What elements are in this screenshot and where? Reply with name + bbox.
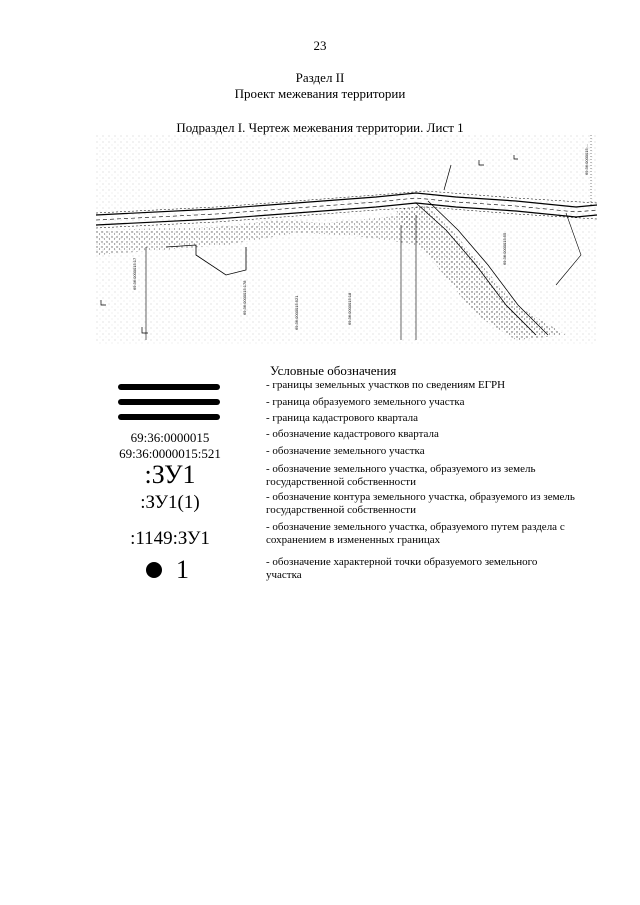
point-dot-icon bbox=[146, 562, 162, 578]
egrn-boundary-symbol bbox=[118, 384, 220, 390]
legend-desc: - обозначение характерной точки образуемого земельного участка bbox=[266, 556, 538, 581]
point-number: 1 bbox=[176, 555, 189, 584]
quarter-designation-symbol: 69:36:0000015 bbox=[130, 430, 210, 445]
parcel-designation-symbol: 69:36:0000015:521 bbox=[119, 446, 221, 461]
section-heading bbox=[0, 70, 640, 102]
legend-desc: - обозначение контура земельного участка, образуемого из земель государственной собственности bbox=[266, 491, 575, 516]
legend-desc: - обозначение земельного участка, образуемого путем раздела с сохранением в измененных границах bbox=[266, 521, 565, 546]
map-label: 69:36:0000015:178 bbox=[242, 280, 247, 315]
map-label: 69:36:0000015:17 bbox=[132, 257, 137, 290]
legend-desc: - граница образуемого земельного участка bbox=[266, 396, 465, 408]
map-label: 69:36:0000015:55 bbox=[502, 232, 507, 265]
section-subtitle: Проект межевания территории bbox=[234, 86, 406, 101]
map-label: 69:36:0000015:18 bbox=[347, 292, 352, 325]
subsection-title: Подраздел I. Чертеж межевания территории. Лист 1 bbox=[176, 120, 464, 135]
legend-desc: - обозначение земельного участка bbox=[266, 445, 425, 457]
split-parcel-symbol: :1149:ЗУ1 bbox=[130, 528, 210, 549]
page-number: 23 bbox=[313, 38, 327, 53]
cadastral-quarter-boundary-symbol bbox=[118, 414, 220, 420]
legend-desc: - обозначение кадастрового квартала bbox=[266, 428, 439, 440]
legend-title: Условные обозначения bbox=[270, 363, 397, 378]
cadastral-map bbox=[96, 135, 597, 345]
new-parcel-boundary-symbol bbox=[118, 399, 220, 405]
legend-desc: - границы земельных участков по сведениям ЕГРН bbox=[266, 379, 506, 391]
section-title: Раздел II bbox=[295, 70, 345, 85]
map-label: 69:36:0000015:521 bbox=[294, 295, 299, 330]
legend-desc: - обозначение земельного участка, образуемого из земель государственной собственности bbox=[266, 463, 536, 488]
zu-contour-symbol: :ЗУ1(1) bbox=[140, 492, 200, 513]
point-symbol bbox=[146, 555, 189, 585]
legend-desc: - граница кадастрового квартала bbox=[266, 412, 418, 424]
zu-symbol: :ЗУ1 bbox=[144, 460, 196, 489]
map-label: 69:36:0000015:... bbox=[584, 143, 589, 175]
